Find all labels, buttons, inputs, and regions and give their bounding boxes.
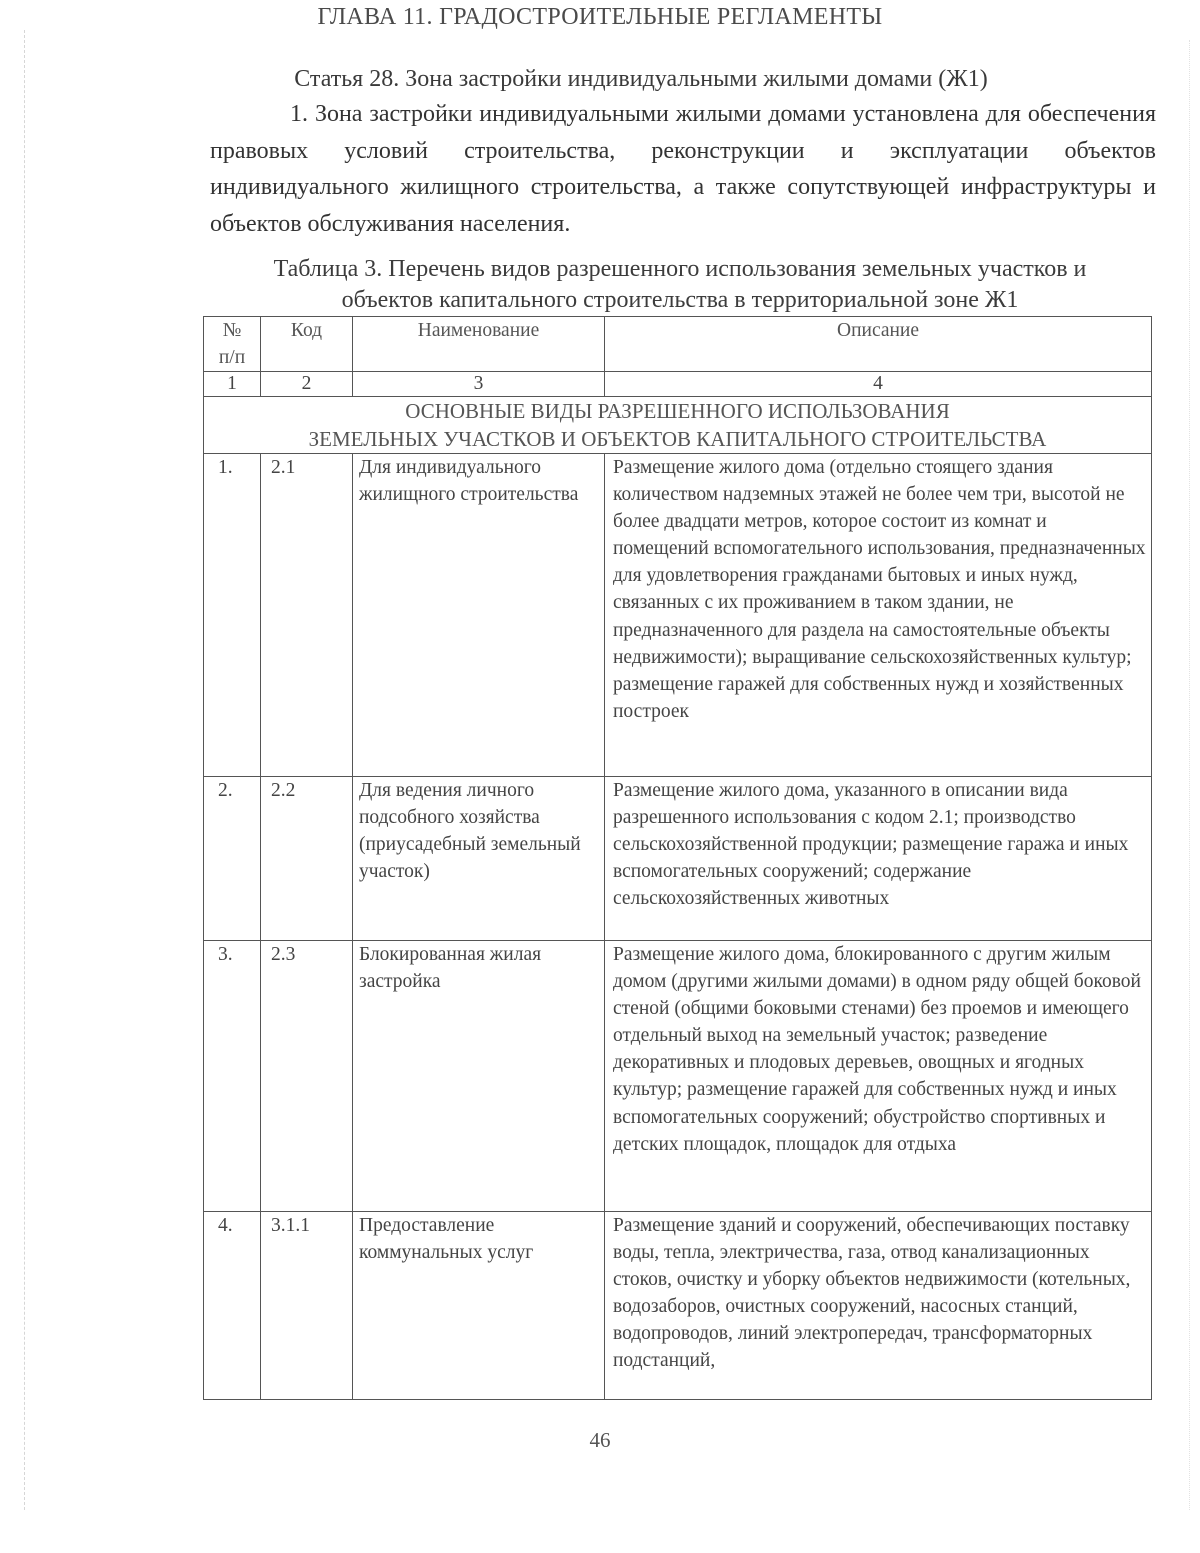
scan-edge-left <box>24 30 25 1510</box>
article-paragraph-1: 1. Зона застройки индивидуальными жилыми домами установлена для обеспечения правовых условий строительства, реконструкции и эксплуатации объектов индивидуального жилищного строительства, а также сопутствующей инфраструктуры и объектов обслуживания населения. <box>210 101 1156 237</box>
table-row <box>204 1212 1152 1400</box>
row-code: 3.1.1 <box>261 1212 353 1400</box>
header-name: Наименование <box>353 317 605 372</box>
row-code: 2.3 <box>261 941 353 1212</box>
column-number: 3 <box>353 372 605 397</box>
row-num: 4. <box>204 1212 261 1400</box>
row-num: 1. <box>204 454 261 777</box>
header-code: Код <box>261 317 353 372</box>
scan-edge-right <box>1189 40 1190 1510</box>
row-description: Размещение зданий и сооружений, обеспечивающих поставку воды, тепла, электричества, газа, отвод канализационных стоков, очистку и уборку объектов недвижимости (котельных, водозаборов, очистных сооружений, насосных станций, водопроводов, линий электропередач, трансформаторных подстанций, <box>605 1212 1152 1400</box>
section-heading-line-2: ЗЕМЕЛЬНЫХ УЧАСТКОВ И ОБЪЕКТОВ КАПИТАЛЬНОГО СТРОИТЕЛЬСТВА <box>308 427 1047 451</box>
row-code: 2.1 <box>261 454 353 777</box>
column-number-row <box>204 372 1152 397</box>
table-header-row <box>204 317 1152 372</box>
row-description: Размещение жилого дома, указанного в описании вида разрешенного использования с кодом 2.1; производство сельскохозяйственной продукции; размещение гаража и иных вспомогательных сооружений; содержание сельскохозяйственных животных <box>605 777 1152 941</box>
row-description: Размещение жилого дома (отдельно стоящего здания количеством надземных этажей не более чем три, высотой не более двадцати метров, которое состоит из комнат и помещений вспомогательного использования, предназначенных для удовлетворения гражданами бытовых и иных нужд, связанных с их проживанием в таком здании, не предназначенного для раздела на самостоятельные объекты недвижимости); выращивание сельскохозяйственных культур; размещение гаражей для собственных нужд и хозяйственных построек <box>605 454 1152 777</box>
column-number: 4 <box>605 372 1152 397</box>
header-num-line-2: п/п <box>218 347 246 368</box>
article-title: Статья 28. Зона застройки индивидуальными жилыми домами (Ж1) <box>294 66 988 92</box>
table-row <box>204 941 1152 1212</box>
column-number: 2 <box>261 372 353 397</box>
header-num-line-1: № <box>222 320 242 341</box>
section-heading-line-1: ОСНОВНЫЕ ВИДЫ РАЗРЕШЕННОГО ИСПОЛЬЗОВАНИЯ <box>405 399 950 423</box>
table-caption-line-2: объектов капитального строительства в территориальной зоне Ж1 <box>341 287 1019 313</box>
header-description: Описание <box>605 317 1152 372</box>
table-caption-line-1: Таблица 3. Перечень видов разрешенного использования земельных участков и <box>273 256 1087 282</box>
row-name: Для ведения личного подсобного хозяйства (приусадебный земельный участок) <box>353 777 605 941</box>
row-num: 2. <box>204 777 261 941</box>
header-num <box>204 317 261 372</box>
page-number: 46 <box>589 1428 611 1452</box>
row-num: 3. <box>204 941 261 1212</box>
table-row <box>204 454 1152 777</box>
table-caption <box>205 254 1155 316</box>
permitted-use-table <box>203 316 1152 1400</box>
chapter-title: ГЛАВА 11. ГРАДОСТРОИТЕЛЬНЫЕ РЕГЛАМЕНТЫ <box>317 4 883 30</box>
row-description: Размещение жилого дома, блокированного с другим жилым домом (другими жилыми домами) в одном ряду общей боковой стеной (общими боковыми стенами) без проемов и имеющего отдельный выход на земельный участок; разведение декоративных и плодовых деревьев, овощных и ягодных культур; размещение гаражей для собственных нужд и иных вспомогательных сооружений; обустройство спортивных и детских площадок, площадок для отдыха <box>605 941 1152 1212</box>
row-name: Для индивидуального жилищного строительства <box>353 454 605 777</box>
section-heading-row <box>204 397 1152 454</box>
column-number: 1 <box>204 372 261 397</box>
row-name: Блокированная жилая застройка <box>353 941 605 1212</box>
row-name: Предоставление коммунальных услуг <box>353 1212 605 1400</box>
section-heading <box>204 397 1152 454</box>
table-row <box>204 777 1152 941</box>
row-code: 2.2 <box>261 777 353 941</box>
